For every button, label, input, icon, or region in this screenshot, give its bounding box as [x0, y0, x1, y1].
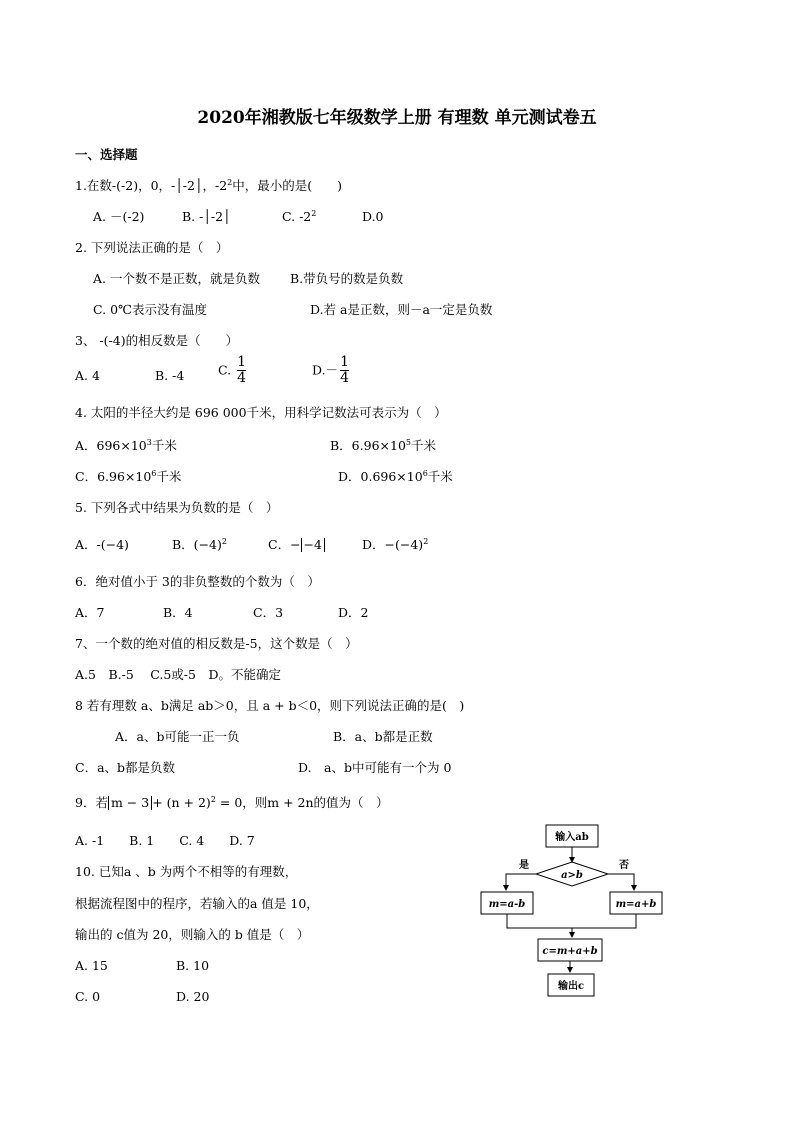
- flow-left-label: m=a-b: [488, 899, 526, 910]
- q2-option-c: C. 0℃表示没有温度: [93, 302, 208, 317]
- q6-option-a: A．7: [75, 605, 105, 620]
- q9-abs-value: m − 3: [108, 796, 152, 810]
- q8-option-a: A．a、b可能一正一负: [115, 729, 240, 744]
- q2-option-b: B.带负号的数是负数: [290, 271, 404, 286]
- q8-option-b: B．a、b都是正数: [333, 729, 433, 744]
- q1-stem-exp: 2: [227, 177, 233, 187]
- q4-option-d: D．$0.696\times 10^6$千米: [338, 468, 453, 484]
- q10-line-1: 10. 已知a 、b 为两个不相等的有理数，: [75, 864, 298, 879]
- q10-line-3: 输出的 c值为 20，则输入的 b 值是（ ）: [75, 927, 310, 942]
- q4-option-a: A．$696\times 10^3$千米: [75, 437, 177, 453]
- question-7: 7、一个数的绝对值的相反数是-5，这个数是（ ）: [75, 636, 358, 651]
- q6-option-c: C．3: [253, 605, 284, 620]
- q2-option-d: D.若 a是正数，则－a一定是负数: [310, 302, 493, 317]
- q5-option-c: C．− −4: [268, 537, 325, 553]
- q10-option-d: D. 20: [176, 989, 210, 1004]
- q3-option-a: A. 4: [75, 368, 100, 383]
- page-title: 2020年湘教版七年级数学上册 有理数 单元测试卷五: [197, 108, 597, 128]
- q10-line-2: 根据流程图中的程序，若输入的a 值是 10，: [75, 896, 319, 911]
- q3-fraction-d: $\frac{1}{4}$: [340, 354, 349, 386]
- q1-option-c: C. $-2^2$: [282, 208, 317, 224]
- q1-option-b: B. -│-2│: [182, 209, 231, 224]
- q8-option-c: C．a、b都是负数: [75, 760, 176, 775]
- question-3: 3、 -(-4)的相反数是（ ）: [75, 333, 239, 348]
- q10-option-b: B. 10: [176, 958, 210, 973]
- section-heading: 一、选择题: [75, 147, 138, 162]
- flow-decision-label: a>b: [561, 870, 583, 881]
- q1-option-d: D.0: [362, 209, 384, 224]
- q3-fraction-c: $\frac{1}{4}$: [237, 354, 246, 386]
- q4-option-b: B．$6.96\times 10^5$千米: [330, 437, 437, 453]
- q1-stem-a: 1.在数-(-2)，0，-│-2│，-2: [75, 178, 228, 193]
- question-4: 4. 太阳的半径大约是 696 000千米，用科学记数法可表示为（ ）: [75, 405, 447, 420]
- q1-option-a: A. －(-2): [93, 209, 145, 224]
- q10-option-c: C. 0: [75, 989, 101, 1004]
- q5-option-b: B．$(-4)^2$: [172, 536, 227, 552]
- question-2: 2. 下列说法正确的是（ ）: [75, 240, 229, 255]
- q3-option-b: B. -4: [155, 368, 185, 383]
- flow-input-label: 输入ab: [555, 832, 589, 843]
- question-9: 9．若 $m - 3 + (n + 2)^2 = 0$，则m + 2n的值为（ ）: [75, 794, 389, 810]
- flow-right-label: m=a+b: [615, 899, 657, 910]
- question-8: 8 若有理数 a、b满足 ab＞0，且 a + b＜0，则下列说法正确的是( ): [75, 698, 465, 713]
- q6-option-b: B．4: [163, 605, 193, 620]
- q10-option-a: A. 15: [75, 958, 108, 973]
- q3-option-c: C. $\frac{1}{4}$: [218, 354, 246, 386]
- q4-option-c: C．$6.96\times 10^6$千米: [75, 468, 182, 484]
- q8-option-d: D. a、b中可能有一个为 0: [298, 760, 452, 775]
- q6-option-d: D．2: [338, 605, 369, 620]
- q3-option-d: D.－ $\frac{1}{4}$: [312, 354, 349, 386]
- q2-option-a: A. 一个数不是正数，就是负数: [93, 271, 260, 286]
- q1-stem-b: 中，最小的是( ): [232, 178, 343, 193]
- flow-no-label: 否: [619, 860, 629, 871]
- flow-output-label: 输出c: [557, 981, 585, 992]
- q5-abs-value: −4: [301, 538, 325, 552]
- q9-options: A. -1 B. 1 C. 4 D. 7: [75, 833, 255, 848]
- q7-options: A.5 B.-5 C.5或-5 D。不能确定: [75, 667, 282, 682]
- question-5: 5. 下列各式中结果为负数的是（ ）: [75, 500, 279, 515]
- flow-merge-label: c=m+a+b: [542, 946, 598, 957]
- q5-option-a: A．-(−4): [75, 537, 129, 552]
- flowchart: [476, 822, 676, 1002]
- question-6: 6．绝对值小于 3的非负整数的个数为（ ）: [75, 574, 320, 589]
- q5-option-d: D．$-(-4)^2$: [362, 536, 429, 552]
- flow-yes-label: 是: [519, 860, 529, 871]
- question-1: [75, 178, 342, 194]
